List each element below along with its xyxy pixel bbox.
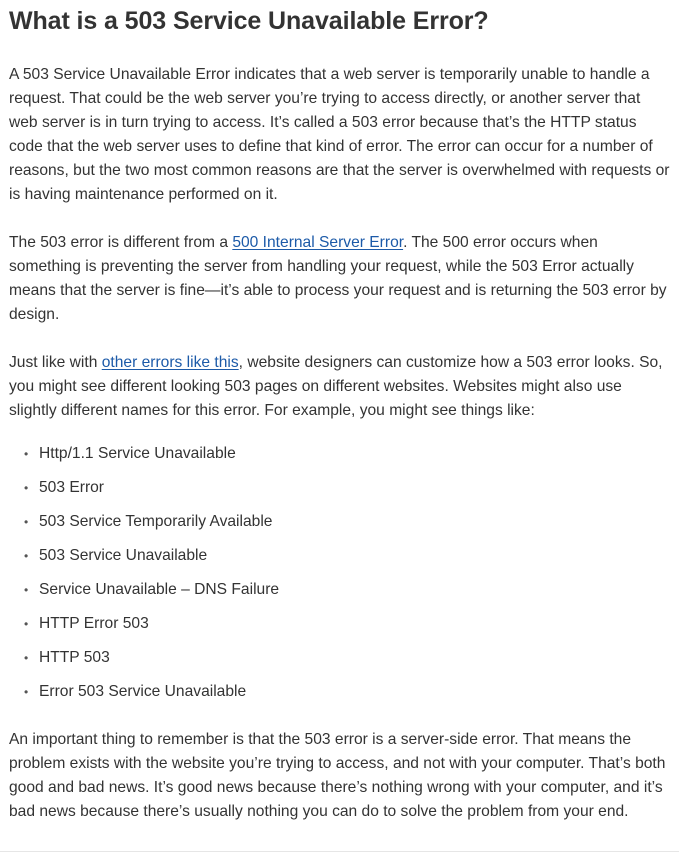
bullet-icon: • (24, 447, 29, 461)
list-item (24, 612, 671, 636)
list-item-text: 503 Service Temporarily Available (39, 513, 273, 530)
list-item-text: 503 Service Unavailable (39, 547, 208, 564)
list-item (24, 544, 671, 568)
paragraph-text: Just like with (9, 354, 102, 371)
link-other-errors[interactable]: other errors like this (101, 354, 239, 371)
list-item-text: 503 Error (39, 479, 105, 496)
list-item (24, 510, 671, 534)
article-body (9, 0, 671, 824)
list-item-text: Http/1.1 Service Unavailable (39, 445, 236, 462)
list-item (24, 680, 671, 704)
list-item (24, 476, 671, 500)
list-item (24, 442, 671, 466)
bullet-icon: • (24, 685, 29, 699)
paragraph-text: , website designers can customize how a 503 error looks. So, you might see different looking 503 pages on different websites. Websites might also use slightly different names for this error. For example, you might see things like: (9, 354, 663, 419)
paragraph-text: . The 500 error occurs when something is preventing the server from handling your request, while the 503 Error actually means that the server is fine—it’s able to process your request and is returning the 503 error by design. (9, 234, 667, 323)
list-item (24, 646, 671, 670)
conclusion-paragraph: An important thing to remember is that the 503 error is a server-side error. That means the problem exists with the website you’re trying to access, and not with your computer. That’s both good and bad news. It’s good news because there’s nothing wrong with your computer, and it’s bad news because there’s usually nothing you can do to solve the problem from your end. (9, 731, 666, 820)
bullet-icon: • (24, 549, 29, 563)
link-500-internal-server-error[interactable]: 500 Internal Server Error (232, 234, 404, 251)
list-item-text: Error 503 Service Unavailable (39, 683, 247, 700)
bullet-icon: • (24, 481, 29, 495)
list-item (24, 578, 671, 602)
bullet-icon: • (24, 617, 29, 631)
bullet-icon: • (24, 651, 29, 665)
intro-paragraph: A 503 Service Unavailable Error indicates that a web server is temporarily unable to handle a request. That could be the web server you’re trying to access directly, or another server that web server is in turn trying to access. It’s called a 503 error because that’s the HTTP status code that the web server uses to define that kind of error. The error can occur for a number of reasons, but the two most common reasons are that the server is overwhelmed with requests or is having maintenance performed on it. (9, 66, 670, 203)
bullet-icon: • (24, 515, 29, 529)
article-heading: What is a 503 Service Unavailable Error? (9, 7, 489, 35)
variants-paragraph (9, 351, 671, 423)
list-item-text: HTTP Error 503 (39, 615, 149, 632)
comparison-paragraph (9, 231, 671, 327)
paragraph-text: The 503 error is different from a (9, 234, 233, 251)
list-item-text: HTTP 503 (39, 649, 110, 666)
list-item-text: Service Unavailable – DNS Failure (39, 581, 280, 598)
bullet-icon: • (24, 583, 29, 597)
error-name-list (9, 442, 671, 704)
